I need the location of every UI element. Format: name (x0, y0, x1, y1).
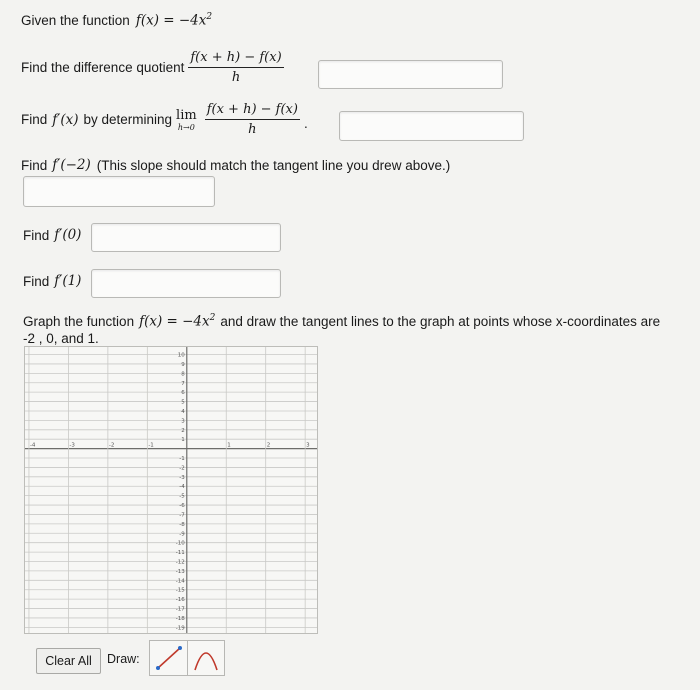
intro-function: $f(x) = -4x^2$ (135, 12, 213, 29)
y-tick-label: -12 (175, 559, 185, 566)
q3-expr: f′(−2) (52, 157, 91, 173)
q2-fprime: f′(x) (52, 111, 79, 128)
y-tick-label: -13 (175, 568, 185, 575)
draw-label: Draw: (107, 652, 140, 666)
difference-quotient-question (21, 50, 288, 85)
y-tick-label: -1 (179, 456, 185, 463)
line-tool-button[interactable] (149, 640, 189, 676)
q1-label: Find the difference quotient (21, 60, 185, 75)
y-tick-label: 1 (181, 437, 185, 444)
y-tick-label: -10 (175, 540, 185, 547)
intro-line (21, 12, 212, 29)
graph-prompt-points: -2 , 0, and 1. (23, 331, 99, 346)
derivative-input[interactable] (339, 111, 524, 141)
graph-prompt-a: Graph the function (23, 313, 135, 329)
graph-prompt-line2 (23, 331, 99, 346)
y-tick-label: -7 (179, 512, 185, 519)
y-tick-label: -15 (175, 587, 185, 594)
parabola-tool-icon (191, 644, 221, 672)
q4-label: Find (23, 227, 50, 243)
x-tick-label: -2 (108, 442, 115, 449)
y-tick-label: 8 (181, 371, 185, 378)
y-tick-label: -17 (175, 606, 185, 613)
y-tick-label: -4 (179, 484, 185, 491)
q2-label-a: Find (21, 112, 48, 127)
q4-expr: f′(0) (54, 227, 82, 243)
y-tick-label: 4 (181, 408, 185, 415)
y-tick-label: 5 (181, 399, 185, 406)
x-tick-label: -4 (29, 442, 36, 449)
y-tick-label: -19 (175, 625, 185, 632)
y-tick-label: -16 (175, 597, 185, 604)
difference-quotient-fraction: $\frac{f(x + h) - f(x)}{h}$ (190, 50, 282, 85)
q3-label: Find (21, 157, 48, 173)
y-tick-label: -6 (179, 503, 185, 510)
intro-text: Given the function (21, 12, 130, 28)
f-prime-0-input[interactable] (91, 223, 281, 252)
q2-label-b: by determining (83, 112, 173, 127)
x-tick-label: -1 (148, 442, 154, 449)
y-tick-label: -9 (179, 531, 185, 538)
parabola-tool-button[interactable] (187, 640, 225, 676)
y-tick-label: -8 (179, 521, 185, 528)
y-tick-label: 10 (177, 352, 185, 359)
f-prime-0-question (23, 227, 81, 243)
y-tick-label: -3 (179, 474, 185, 481)
y-tick-label: -5 (179, 493, 185, 500)
f-prime-1-question (23, 273, 81, 289)
line-tool-icon (154, 644, 184, 672)
limit-fraction: $\frac{f(x + h) - f(x)}{h}$ (206, 102, 298, 137)
y-tick-label: -18 (175, 615, 185, 622)
f-prime-neg2-input[interactable] (23, 176, 215, 207)
f-prime-1-input[interactable] (91, 269, 281, 298)
y-tick-label: -11 (175, 550, 185, 557)
graph-canvas[interactable] (24, 346, 318, 634)
derivative-limit-question (21, 102, 308, 137)
y-tick-label: 2 (181, 427, 185, 434)
y-tick-label: 3 (181, 418, 185, 425)
q2-period: . (303, 116, 308, 131)
x-tick-label: 1 (227, 442, 231, 449)
limit-notation: lim h→0 (176, 107, 197, 132)
clear-all-button[interactable]: Clear All (36, 648, 101, 674)
graph-grid (25, 347, 317, 633)
graph-prompt-line1 (23, 313, 660, 330)
graph-prompt-b: and draw the tangent lines to the graph at points whose x-coordinates are (220, 313, 661, 329)
graph-prompt-function: $f(x) = -4x^2$ (139, 313, 216, 330)
q3-note: (This slope should match the tangent line you drew above.) (96, 157, 451, 173)
y-tick-label: -2 (179, 465, 185, 472)
difference-quotient-input[interactable] (318, 60, 503, 89)
q5-label: Find (23, 273, 50, 289)
f-prime-neg2-question (21, 157, 450, 173)
x-tick-label: 3 (306, 442, 310, 449)
x-tick-label: -3 (69, 442, 75, 449)
q5-expr: f′(1) (54, 273, 82, 289)
y-tick-label: -14 (175, 578, 185, 585)
y-tick-label: 6 (181, 390, 185, 397)
y-tick-label: 9 (181, 361, 185, 368)
y-tick-label: 7 (181, 380, 185, 387)
x-tick-label: 2 (266, 442, 271, 449)
